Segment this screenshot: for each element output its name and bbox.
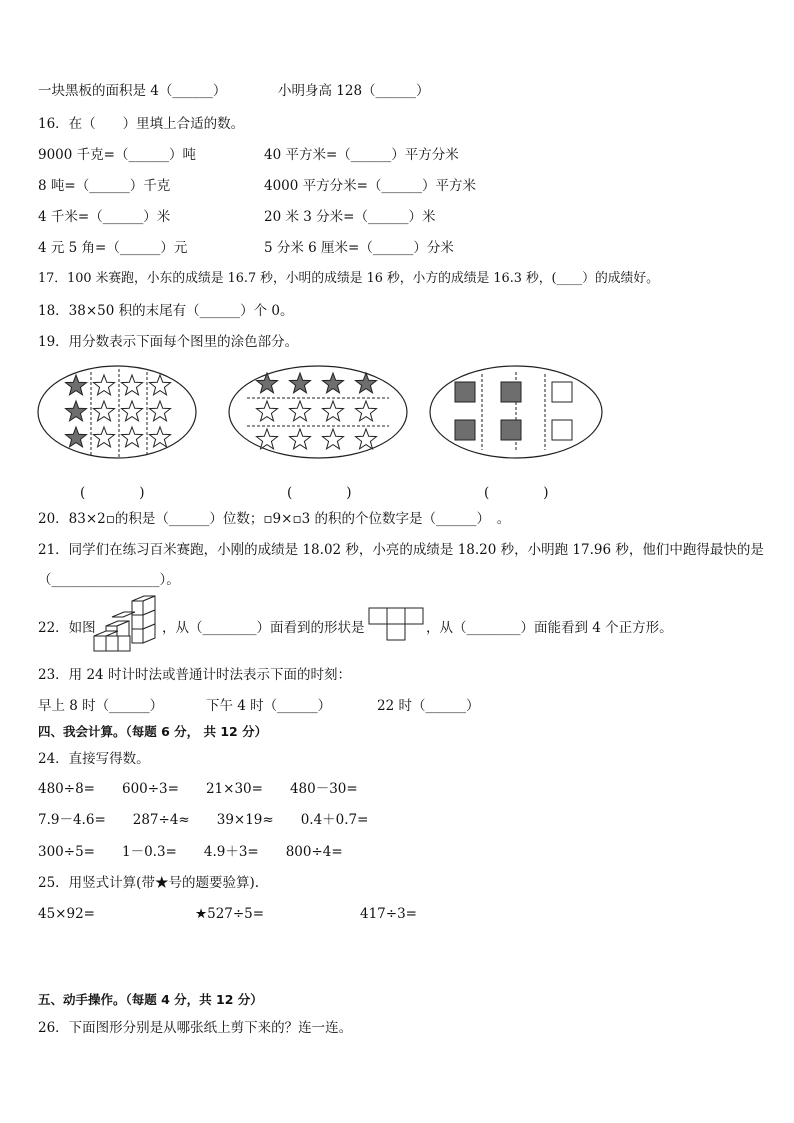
q22-cube-stack-figure [92, 596, 162, 656]
star-icon [122, 427, 143, 447]
star-icon [66, 427, 87, 447]
q25-item-a: 45×92= [38, 906, 95, 922]
question-22: 22．如图 [38, 620, 96, 636]
q19-answer-blank-1: ( ) [80, 485, 145, 501]
q16-item-e: 4 千米=（______）米 [38, 209, 171, 225]
q16-item-d: 4000 平方分米=（______）平方米 [264, 178, 476, 194]
q19-figure-stars-columns [36, 364, 198, 464]
question-26: 26．下面图形分别是从哪张纸上剪下来的？连一连。 [38, 1020, 353, 1036]
question-19: 19．用分数表示下面每个图里的涂色部分。 [38, 334, 299, 350]
q19-answer-blank-2: ( ) [287, 485, 352, 501]
q19-figure-stars-rows [227, 364, 409, 464]
question-21-blank: （________________）。 [38, 572, 180, 588]
star-icon [356, 401, 377, 421]
star-icon [94, 375, 115, 395]
question-22-middle: ，从（________）面看到的形状是 [162, 620, 365, 636]
star-icon [356, 429, 377, 449]
q24-row-1: 480÷8= 600÷3= 21×30= 480－30= [38, 781, 358, 797]
q23-item-a: 早上 8 时（______） [38, 698, 164, 714]
q24-row-2: 7.9－4.6= 287÷4≈ 39×19≈ 0.4＋0.7= [38, 812, 369, 828]
q16-item-g: 4 元 5 角=（______）元 [38, 240, 188, 256]
q25-item-c: 417÷3= [360, 906, 417, 922]
question-22-end: ，从（________）面能看到 4 个正方形。 [426, 620, 673, 636]
star-icon [290, 401, 311, 421]
q23-item-b: 下午 4 时（______） [206, 698, 332, 714]
q16-item-h: 5 分米 6 厘米=（______）分米 [264, 240, 454, 256]
q19-answer-blank-3: ( ) [484, 485, 549, 501]
star-icon [257, 429, 278, 449]
q23-item-c: 22 时（______） [377, 698, 480, 714]
star-icon [122, 375, 143, 395]
star-icon [66, 401, 87, 421]
question-17: 17．100 米赛跑，小东的成绩是 16.7 秒，小明的成绩是 16 秒，小方的成绩是 16.3 秒，(____）的成绩好。 [38, 271, 659, 286]
q22-view-shape [368, 607, 426, 651]
section-4-heading: 四、我会计算。（每题 6 分， 共 12 分） [38, 724, 268, 739]
star-icon [66, 375, 87, 395]
star-icon [150, 375, 171, 395]
star-icon [290, 373, 311, 393]
question-23: 23．用 24 时计时法或普通计时法表示下面的时刻： [38, 667, 351, 683]
star-icon [257, 401, 278, 421]
q16-item-f: 20 米 3 分米=（______）米 [264, 209, 436, 225]
q16-item-a: 9000 千克=（______）吨 [38, 147, 196, 163]
q25-item-b: ★527÷5= [195, 906, 265, 922]
q24-row-3: 300÷5= 1－0.3= 4.9＋3= 800÷4= [38, 844, 343, 860]
star-icon [94, 427, 115, 447]
question-21: 21．同学们在练习百米赛跑，小刚的成绩是 18.02 秒，小亮的成绩是 18.20 秒，小明跑 17.96 秒，他们中跑得最快的是 [38, 542, 764, 558]
star-icon [150, 401, 171, 421]
star-icon [290, 429, 311, 449]
star-icon [257, 373, 278, 393]
star-icon [323, 401, 344, 421]
question-20: 20．83×2▫的积是（______）位数；▫9×▫3 的积的个位数字是（______） 。 [38, 511, 511, 527]
star-icon [150, 427, 171, 447]
question-25: 25．用竖式计算(带★号的题要验算). [38, 875, 260, 891]
blackboard-area-question: 一块黑板的面积是 4（______） [38, 83, 227, 99]
section-5-heading: 五、动手操作。（每题 4 分，共 12 分） [38, 992, 263, 1007]
question-24: 24．直接写得数。 [38, 751, 150, 767]
height-question: 小明身高 128（______） [278, 83, 430, 99]
star-icon [122, 401, 143, 421]
question-18: 18．38×50 积的末尾有（______）个 0。 [38, 303, 294, 319]
q16-item-b: 40 平方米=（______）平方分米 [264, 147, 459, 163]
star-icon [94, 401, 115, 421]
star-icon [323, 373, 344, 393]
star-icon [323, 429, 344, 449]
q16-item-c: 8 吨=（______）千克 [38, 178, 171, 194]
question-16-title: 16．在（ ）里填上合适的数。 [38, 116, 245, 132]
q19-figure-squares [428, 364, 604, 464]
